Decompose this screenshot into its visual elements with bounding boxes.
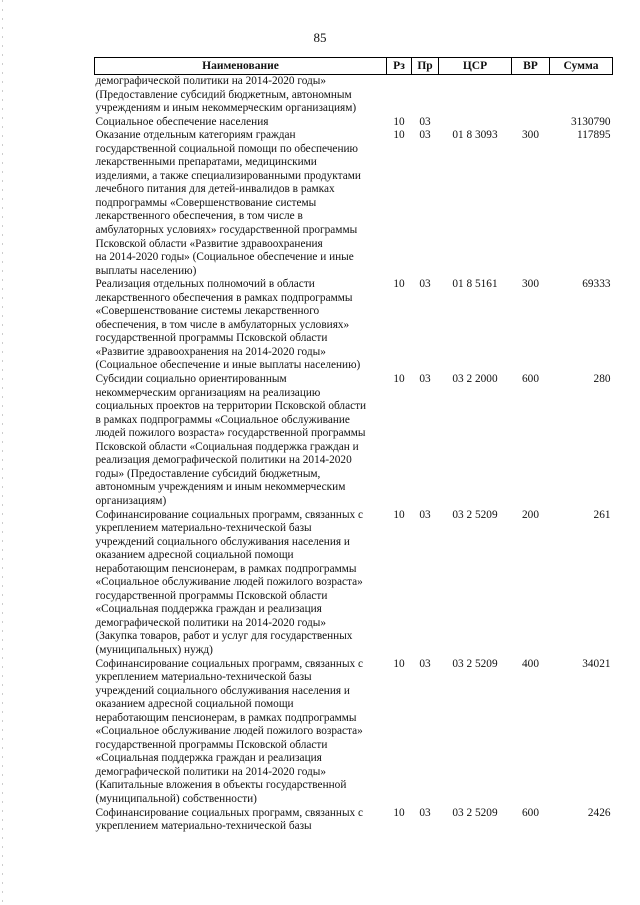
row-name-line: «Развитие здравоохранения на 2014-2020 годы» bbox=[95, 345, 326, 358]
row-name-line: организациям) bbox=[95, 494, 167, 507]
row-pr-cell: 03 bbox=[419, 806, 431, 819]
row-vr-cell: 600 bbox=[522, 806, 539, 819]
row-rz-cell: 10 bbox=[393, 806, 405, 819]
row-rz-cell: 10 bbox=[393, 508, 405, 521]
row-vr-cell: 200 bbox=[522, 508, 539, 521]
row-name-cell bbox=[95, 807, 387, 834]
row-csr-cell: 03 2 2000 bbox=[452, 373, 498, 386]
row-name-line: «Социальное обслуживание людей пожилого возраста» bbox=[95, 725, 363, 738]
row-name-line: «Социальная поддержка граждан и реализация bbox=[95, 603, 322, 616]
row-name-cell bbox=[95, 75, 387, 116]
row-vr-cell bbox=[512, 116, 550, 130]
row-name-line: (Закупка товаров, работ и услуг для государственных bbox=[95, 630, 353, 643]
row-name-line: учреждениям и иным некоммерческим организациям) bbox=[95, 102, 357, 115]
row-name-line: автономным учреждениям и иным некоммерческим bbox=[95, 481, 346, 494]
row-name-line: демографической политики на 2014-2020 годы» bbox=[95, 75, 327, 87]
header-vr: ВР bbox=[512, 58, 550, 75]
row-name-line: Реализация отдельных полномочий в области bbox=[95, 278, 315, 291]
row-name-line: в рамках подпрограммы «Социальное обслуживание bbox=[95, 413, 350, 426]
row-name-line: Софинансирование социальных программ, связанных с bbox=[95, 806, 364, 819]
header-name: Наименование bbox=[95, 58, 387, 75]
row-name-line: амбулаторных условиях» государственной программы bbox=[95, 224, 358, 237]
row-name-line: на 2014-2020 годы» (Социальное обеспечение и иные bbox=[95, 251, 354, 264]
row-name-cell bbox=[95, 116, 387, 130]
row-sum-cell bbox=[550, 75, 613, 116]
row-csr-cell: 03 2 5209 bbox=[452, 806, 498, 819]
row-pr-cell: 03 bbox=[419, 657, 431, 670]
row-name-line: Субсидии социально ориентированным bbox=[95, 373, 287, 386]
row-name-line: учреждений социального обслуживания населения и bbox=[95, 535, 350, 548]
table-row bbox=[95, 658, 613, 807]
row-name-line: демографической политики на 2014-2020 годы» bbox=[95, 616, 327, 629]
row-name-line: «Совершенствование системы лекарственного bbox=[95, 305, 320, 318]
row-name-cell bbox=[95, 373, 387, 508]
table-row bbox=[95, 509, 613, 658]
header-row bbox=[95, 58, 613, 75]
row-name-line: государственной социальной помощи по обеспечению bbox=[95, 142, 358, 155]
row-name-line: Софинансирование социальных программ, связанных с bbox=[95, 657, 364, 670]
header-csr: ЦСР bbox=[439, 58, 512, 75]
row-name-line: «Социальное обслуживание людей пожилого возраста» bbox=[95, 576, 363, 589]
row-vr-cell bbox=[512, 75, 550, 116]
row-csr-cell: 03 2 5209 bbox=[452, 508, 498, 521]
row-name-line: (муниципальных) нужд) bbox=[95, 643, 213, 656]
row-name-line: лекарственными препаратами, медицинскими bbox=[95, 156, 317, 169]
row-name-line: (Капитальные вложения в объекты государственной bbox=[95, 779, 347, 792]
row-sum-cell: 69333 bbox=[582, 278, 611, 291]
row-name-line: (Предоставление субсидий бюджетным, автономным bbox=[95, 88, 352, 101]
table-row bbox=[95, 278, 613, 373]
row-pr-cell: 03 bbox=[419, 115, 431, 128]
row-name-line: годы» (Предоставление субсидий бюджетным, bbox=[95, 467, 321, 480]
row-csr-cell: 01 8 3093 bbox=[452, 129, 498, 142]
row-name-line: лекарственного обеспечения в рамках подпрограммы bbox=[95, 291, 353, 304]
row-name-line: государственной программы Псковской области bbox=[95, 332, 328, 345]
table-row bbox=[95, 807, 613, 834]
row-vr-cell: 400 bbox=[522, 657, 539, 670]
row-sum-cell: 2426 bbox=[587, 806, 611, 819]
row-name-line: Псковской области «Развитие здравоохранения bbox=[95, 237, 323, 250]
row-sum-cell: 34021 bbox=[582, 657, 611, 670]
row-sum-cell: 3130790 bbox=[570, 115, 611, 128]
row-name-line: изделиями, а также специализированными продуктами bbox=[95, 169, 361, 182]
row-name-line: выплаты населению) bbox=[95, 264, 197, 277]
row-name-line: подпрограммы «Совершенствование системы bbox=[95, 196, 317, 209]
row-csr-cell bbox=[439, 75, 512, 116]
header-pr: Пр bbox=[412, 58, 439, 75]
row-rz-cell: 10 bbox=[393, 115, 405, 128]
row-rz-cell: 10 bbox=[393, 129, 405, 142]
row-csr-cell: 03 2 5209 bbox=[452, 657, 498, 670]
row-rz-cell: 10 bbox=[393, 657, 405, 670]
row-sum-cell: 280 bbox=[593, 373, 611, 386]
row-name-line: людей пожилого возраста» государственной программы bbox=[95, 427, 366, 440]
row-sum-cell: 117895 bbox=[577, 129, 611, 142]
row-name-line: укреплением материально-технической базы bbox=[95, 522, 312, 535]
row-vr-cell: 600 bbox=[522, 373, 539, 386]
row-name-line: социальных проектов на территории Псковской области bbox=[95, 400, 367, 413]
row-name-line: Псковской области «Социальная поддержка граждан и bbox=[95, 440, 359, 453]
row-name-line: некоммерческим организациям на реализацию bbox=[95, 386, 321, 399]
row-name-line: «Социальная поддержка граждан и реализация bbox=[95, 752, 322, 765]
scan-margin-mark bbox=[2, 0, 3, 905]
row-name-line: государственной программы Псковской области bbox=[95, 589, 328, 602]
row-name-cell bbox=[95, 509, 387, 658]
row-name-line: лечебного питания для детей-инвалидов в рамках bbox=[95, 183, 335, 196]
row-pr-cell: 03 bbox=[419, 508, 431, 521]
table-row bbox=[95, 75, 613, 116]
row-name-line: (Социальное обеспечение и иные выплаты населению) bbox=[95, 359, 361, 372]
row-name-cell bbox=[95, 658, 387, 807]
row-name-line: неработающим пенсионерам, в рамках подпрограммы bbox=[95, 562, 357, 575]
row-name-line: учреждений социального обслуживания населения и bbox=[95, 684, 350, 697]
row-name-line: лекарственного обеспечения, в том числе в bbox=[95, 210, 303, 223]
row-name-line: реализация демографической политики на 2014-2020 bbox=[95, 454, 352, 467]
page-number: 85 bbox=[313, 30, 327, 45]
row-name-cell bbox=[95, 129, 387, 278]
row-csr-cell bbox=[439, 116, 512, 130]
row-sum-cell: 261 bbox=[593, 508, 611, 521]
table-row bbox=[95, 373, 613, 508]
row-name-line: оказанием адресной социальной помощи bbox=[95, 549, 294, 562]
row-name-line: неработающим пенсионерам, в рамках подпрограммы bbox=[95, 711, 357, 724]
row-csr-cell: 01 8 5161 bbox=[452, 278, 498, 291]
row-pr-cell bbox=[412, 75, 439, 116]
row-rz-cell: 10 bbox=[393, 373, 405, 386]
table-header bbox=[95, 58, 613, 75]
row-pr-cell: 03 bbox=[419, 129, 431, 142]
table-body bbox=[95, 75, 613, 834]
row-name-line: обеспечения, в том числе в амбулаторных условиях» bbox=[95, 318, 350, 331]
row-name-line: (муниципальной) собственности) bbox=[95, 792, 257, 805]
row-pr-cell: 03 bbox=[419, 278, 431, 291]
row-rz-cell bbox=[387, 75, 412, 116]
row-name-line: демографической политики на 2014-2020 годы» bbox=[95, 765, 327, 778]
header-sum: Сумма bbox=[550, 58, 613, 75]
row-name-line: Оказание отдельным категориям граждан bbox=[95, 129, 296, 142]
row-vr-cell: 300 bbox=[522, 129, 539, 142]
row-pr-cell: 03 bbox=[419, 373, 431, 386]
header-rz: Рз bbox=[387, 58, 412, 75]
row-name-line: государственной программы Псковской области bbox=[95, 738, 328, 751]
row-name-line: Социальное обеспечение населения bbox=[95, 115, 269, 128]
table-row bbox=[95, 129, 613, 278]
row-name-line: Софинансирование социальных программ, связанных с bbox=[95, 508, 364, 521]
table-row bbox=[95, 116, 613, 130]
row-name-line: укреплением материально-технической базы bbox=[95, 820, 312, 833]
row-rz-cell: 10 bbox=[393, 278, 405, 291]
budget-table bbox=[94, 57, 613, 834]
row-vr-cell: 300 bbox=[522, 278, 539, 291]
row-name-cell bbox=[95, 278, 387, 373]
row-name-line: оказанием адресной социальной помощи bbox=[95, 698, 294, 711]
row-name-line: укреплением материально-технической базы bbox=[95, 671, 312, 684]
